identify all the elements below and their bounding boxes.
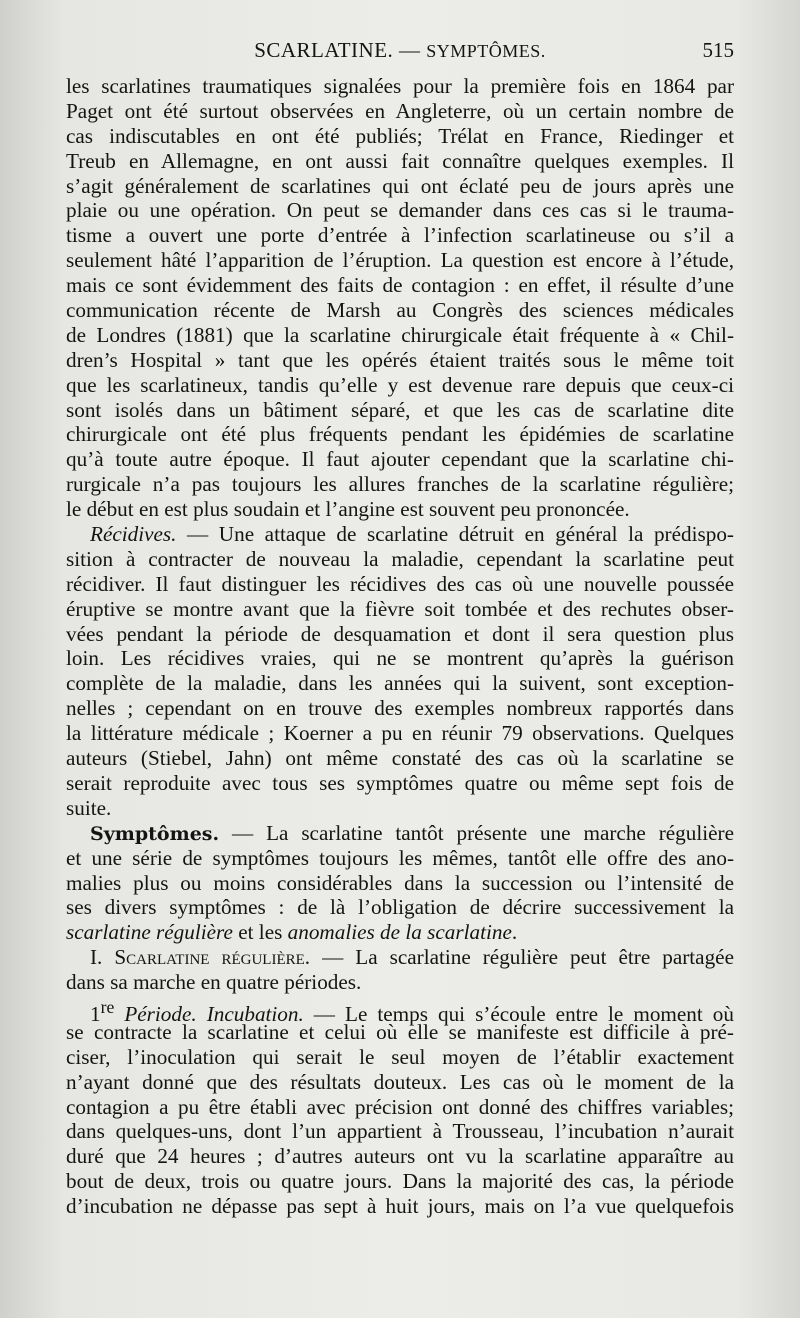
text-line: le début en est plus soudain et l’angine est souvent peu prononcée. bbox=[66, 497, 630, 522]
text-line: chirurgicale ont été plus fréquents pendant les épidémies de scarlatine bbox=[66, 422, 734, 447]
text-run: — La scarlatine tantôt présente une marche régulière bbox=[219, 820, 734, 845]
text-line: éruptive se montre avant que la fièvre soit tombée et des rechutes obser- bbox=[66, 596, 734, 621]
text-line: rurgicale n’a pas toujours les allures franches de la scarlatine régulière; bbox=[66, 472, 734, 497]
text-line bbox=[66, 920, 734, 945]
text-line: récidiver. Il faut distinguer les récidives des cas où une nouvelle poussée bbox=[66, 571, 734, 596]
text-line: bout de deux, trois ou quatre jours. Dans la majorité des cas, la période bbox=[66, 1169, 734, 1194]
text-line: loin. Les récidives vraies, qui ne se montrent qu’après la guérison bbox=[66, 646, 734, 671]
text-line: n’ayant donné que des résultats douteux. Les cas où le moment de la bbox=[66, 1069, 734, 1094]
text-line: complète de la maladie, dans les années qui la suivent, sont exception- bbox=[66, 671, 734, 696]
body-text bbox=[66, 74, 734, 1219]
text-line: de Londres (1881) que la scarlatine chirurgicale était fréquente à « Chil- bbox=[66, 322, 734, 347]
text-line: dren’s Hospital » tant que les opérés étaient traités sous le même toit bbox=[66, 347, 734, 372]
text-line: sont isolés dans un bâtiment séparé, et que les cas de scarlatine dite bbox=[66, 397, 734, 422]
text-line: sition à contracter de nouveau la maladie, cependant la scarlatine peut bbox=[66, 546, 734, 571]
text-line: malies plus ou moins considérables dans la succession ou l’intensité de bbox=[66, 870, 734, 895]
text-line: communication récente de Marsh au Congrès des sciences médicales bbox=[66, 298, 734, 323]
text-line: serait reproduite avec tous ses symptômes quatre ou même sept fois de bbox=[66, 770, 734, 795]
text-line: plaie ou une opération. On peut se demander dans ces cas si le trauma- bbox=[66, 198, 734, 223]
text-line-symptomes bbox=[66, 821, 734, 846]
text-line: Treub en Allemagne, en ont aussi fait connaître quelques exemples. Il bbox=[66, 148, 734, 173]
text-line: que les scarlatineux, tandis qu’elle y est devenue rare depuis que ceux-ci bbox=[66, 372, 734, 397]
text-line: auteurs (Stiebel, Jahn) ont même constaté des cas où la scarlatine se bbox=[66, 746, 734, 771]
text-run: — La scarlatine régulière peut être partagée bbox=[310, 945, 734, 970]
text-line: d’incubation ne dépasse pas sept à huit jours, mais on l’a vue quelquefois bbox=[66, 1194, 734, 1219]
text-line: mais ce sont évidemment des faits de contagion : en effet, il résulte d’une bbox=[66, 273, 734, 298]
running-header bbox=[66, 38, 734, 68]
text-line: seulement hâté l’apparition de l’éruption. La question est encore à l’étude, bbox=[66, 248, 734, 273]
period-number: 1 bbox=[90, 1002, 101, 1027]
text-line: et une série de symptômes toujours les mêmes, tantôt elle offre des ano- bbox=[66, 845, 734, 870]
text-line-scarlatine-reguliere bbox=[66, 945, 734, 970]
running-title-main: SCARLATINE. — bbox=[254, 38, 421, 62]
running-title bbox=[66, 38, 734, 63]
text-line: cas indiscutables en ont été publiés; Trélat en France, Riedinger et bbox=[66, 123, 734, 148]
page-number: 515 bbox=[702, 38, 734, 62]
text-line: ciser, l’inoculation qui serait le seul moyen de l’établir exactement bbox=[66, 1044, 734, 1069]
heading-symptomes: Symptômes. bbox=[90, 822, 220, 845]
text-line: vées pendant la période de desquamation et dont il sera question plus bbox=[66, 621, 734, 646]
text-line: se contracte la scarlatine et celui où elle se manifeste est difficile à pré- bbox=[66, 1019, 734, 1044]
text-line: contagion a pu être établi avec précision ont donné des chiffres variables; bbox=[66, 1094, 734, 1119]
text-line: qu’à toute autre époque. Il faut ajouter cependant que la scarlatine chi- bbox=[66, 447, 734, 472]
text-line: s’agit généralement de scarlatines qui ont éclaté peu de jours après une bbox=[66, 173, 734, 198]
running-title-sub: SYMPTÔMES. bbox=[426, 41, 546, 61]
text-line: dans sa marche en quatre périodes. bbox=[66, 970, 362, 995]
text-line: les scarlatines traumatiques signalées pour la première fois en 1864 par bbox=[66, 74, 734, 98]
text-run: et les bbox=[232, 920, 288, 945]
heading-scarlatine-reguliere: I. Scarlatine régulière. bbox=[90, 945, 311, 970]
text-run: . bbox=[511, 920, 518, 945]
text-line-incubation bbox=[66, 995, 734, 1027]
text-line: duré que 24 heures ; d’autres auteurs ont vu la scarlatine apparaître au bbox=[66, 1144, 734, 1169]
text-run: — Le temps qui s’écoule entre le moment où bbox=[303, 1002, 734, 1027]
text-line: dans quelques-uns, dont l’un appartient à Trousseau, l’incubation n’aurait bbox=[66, 1119, 734, 1144]
heading-incubation: Période. Incubation. bbox=[114, 1002, 304, 1027]
text-run: — Une attaque de scarlatine détruit en général la prédispo- bbox=[176, 522, 734, 547]
italic-run: anomalies de la scarlatine bbox=[287, 920, 512, 945]
text-line: suite. bbox=[66, 795, 112, 820]
heading-recidives: Récidives. bbox=[90, 522, 177, 547]
text-line: nelles ; cependant on en trouve des exemples nombreux rapportés dans bbox=[66, 696, 734, 721]
text-line: la littérature médicale ; Koerner a pu en réunir 79 observations. Quelques bbox=[66, 721, 734, 746]
text-line-recidives bbox=[66, 522, 734, 547]
italic-run: scarlatine régulière bbox=[66, 920, 233, 945]
text-line: tisme a ouvert une porte d’entrée à l’infection scarlatineuse ou s’il a bbox=[66, 223, 734, 248]
period-number-suffix: re bbox=[100, 996, 115, 1017]
text-line: ses divers symptômes : de là l’obligation de décrire successivement la bbox=[66, 895, 734, 920]
text-line: Paget ont été surtout observées en Angleterre, où un certain nombre de bbox=[66, 98, 734, 123]
